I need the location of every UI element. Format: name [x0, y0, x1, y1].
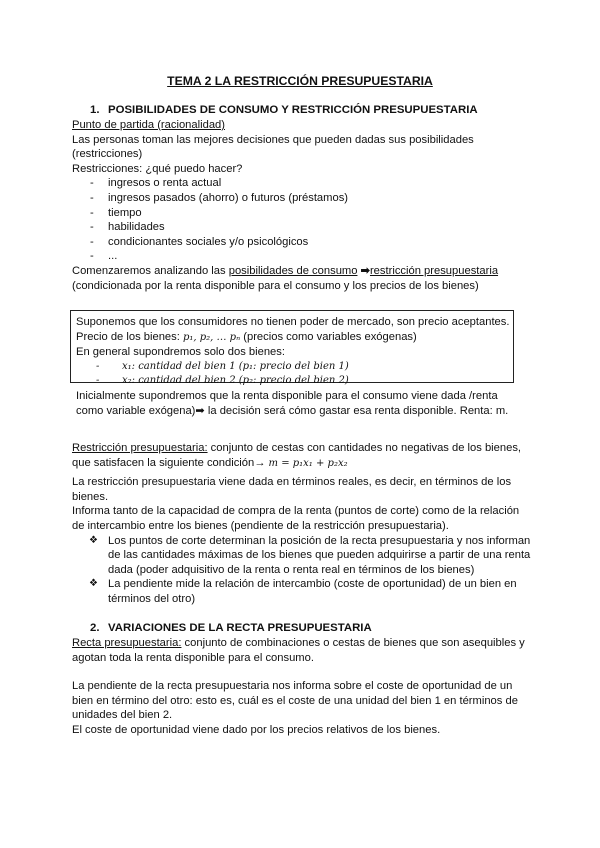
section-title: VARIACIONES DE LA RECTA PRESUPUESTARIA — [108, 622, 372, 634]
section-2-body — [72, 636, 532, 738]
term-link: posibilidades de consumo — [228, 264, 358, 277]
text: Precio de los bienes: — [76, 330, 183, 343]
diamond-bullet: ❖ La pendiente mide la relación de intercambio (coste de oportunidad) de un bien en términos del otro) — [72, 577, 532, 606]
list-item: - tiempo — [72, 206, 532, 221]
section-2-heading — [90, 621, 372, 636]
list-item: - ingresos o renta actual — [72, 176, 532, 191]
budget-formula: m = p₁x₁ + p₂x₂ — [268, 457, 348, 469]
text: (precios como variables exógenas) — [240, 330, 417, 343]
text: Comenzaremos analizando las — [72, 264, 229, 277]
paragraph: El coste de oportunidad viene dado por los precios relativos de los bienes. — [72, 723, 441, 736]
section-1-body — [72, 118, 532, 293]
document-title: TEMA 2 LA RESTRICCIÓN PRESUPUESTARIA — [167, 74, 433, 88]
text: conjunto de combinaciones o cestas de bienes que son asequibles y agotan toda la renta disponible para el consumo. — [72, 637, 525, 664]
paragraph: (condicionada por la renta disponible para el consumo y los precios de los bienes) — [72, 279, 479, 292]
list-item: - ... — [72, 249, 532, 264]
list-item: - habilidades — [72, 220, 532, 235]
math-prices: p₁, p₂, … pₙ — [182, 331, 241, 343]
list-item: - condicionantes sociales y/o psicológicos — [72, 235, 532, 250]
paragraph: La restricción presupuestaria viene dada en términos reales, es decir, en términos de los bienes. — [72, 476, 512, 503]
arrow-icon: ➡ — [357, 264, 370, 277]
section-1-heading — [90, 103, 478, 118]
box-line: En general supondremos solo dos bienes: — [76, 346, 285, 359]
box-line: como variable exógena)➡ la decisión será cómo gastar esa renta disponible. Renta: m. — [76, 404, 509, 417]
box-line: Suponemos que los consumidores no tienen poder de mercado, son precio aceptantes. — [76, 316, 510, 328]
box-item: - x₂: cantidad del bien 2 (p₂: precio del bien 2) — [76, 374, 507, 389]
definition — [72, 441, 532, 456]
term: Recta presupuestaria: — [72, 637, 182, 649]
diamond-bullet: ❖ Los puntos de corte determinan la posición de la recta presupuestaria y nos informan de las cantidades máximas de los bienes que pueden adquirirse a partir de una renta dada (poder adquisitivo de la renta o renta real en términos de los bienes) — [72, 534, 532, 578]
box-line — [76, 330, 507, 346]
paragraph: La pendiente de la recta presupuestaria nos informa sobre el coste de oportunidad de un bien en término del otro: esto es, cuál es el coste de una unidad del bien 1 en términos de unidades del bien 2. — [72, 680, 518, 722]
section-number: 2. — [90, 622, 100, 634]
box-line: Inicialmente supondremos que la renta disponible para el consumo viene dada /renta — [76, 389, 498, 402]
paragraph: Informa tanto de la capacidad de compra de la renta (puntos de corte) como de la relación de intercambio entre los bienes (pendiente de la restricción presupuestaria). — [72, 505, 520, 532]
term: Restricción presupuestaria: — [72, 442, 208, 454]
paragraph: Las personas toman las mejores decisiones que pueden dadas sus posibilidades (restricciones) — [72, 133, 474, 161]
definition — [72, 636, 532, 665]
section-title: POSIBILIDADES DE CONSUMO Y RESTRICCIÓN PRESUPUESTARIA — [108, 104, 478, 116]
restrictions-intro: Restricciones: ¿qué puedo hacer? — [72, 162, 243, 175]
box-item: - x₁: cantidad del bien 1 (p₁: precio del bien 1) — [76, 360, 507, 375]
assumptions-box — [70, 310, 514, 417]
text: que satisfacen la siguiente condición→ — [72, 456, 269, 469]
list-item: - ingresos pasados (ahorro) o futuros (préstamos) — [72, 191, 532, 206]
paragraph — [72, 264, 532, 279]
term-link: restricción presupuestaria — [369, 264, 499, 277]
subheading: Punto de partida (racionalidad) — [72, 119, 225, 131]
text: conjunto de cestas con cantidades no negativas de los bienes, — [207, 442, 522, 454]
section-number: 1. — [90, 104, 100, 116]
definition-cont — [72, 456, 532, 472]
restriction-section — [72, 441, 532, 607]
